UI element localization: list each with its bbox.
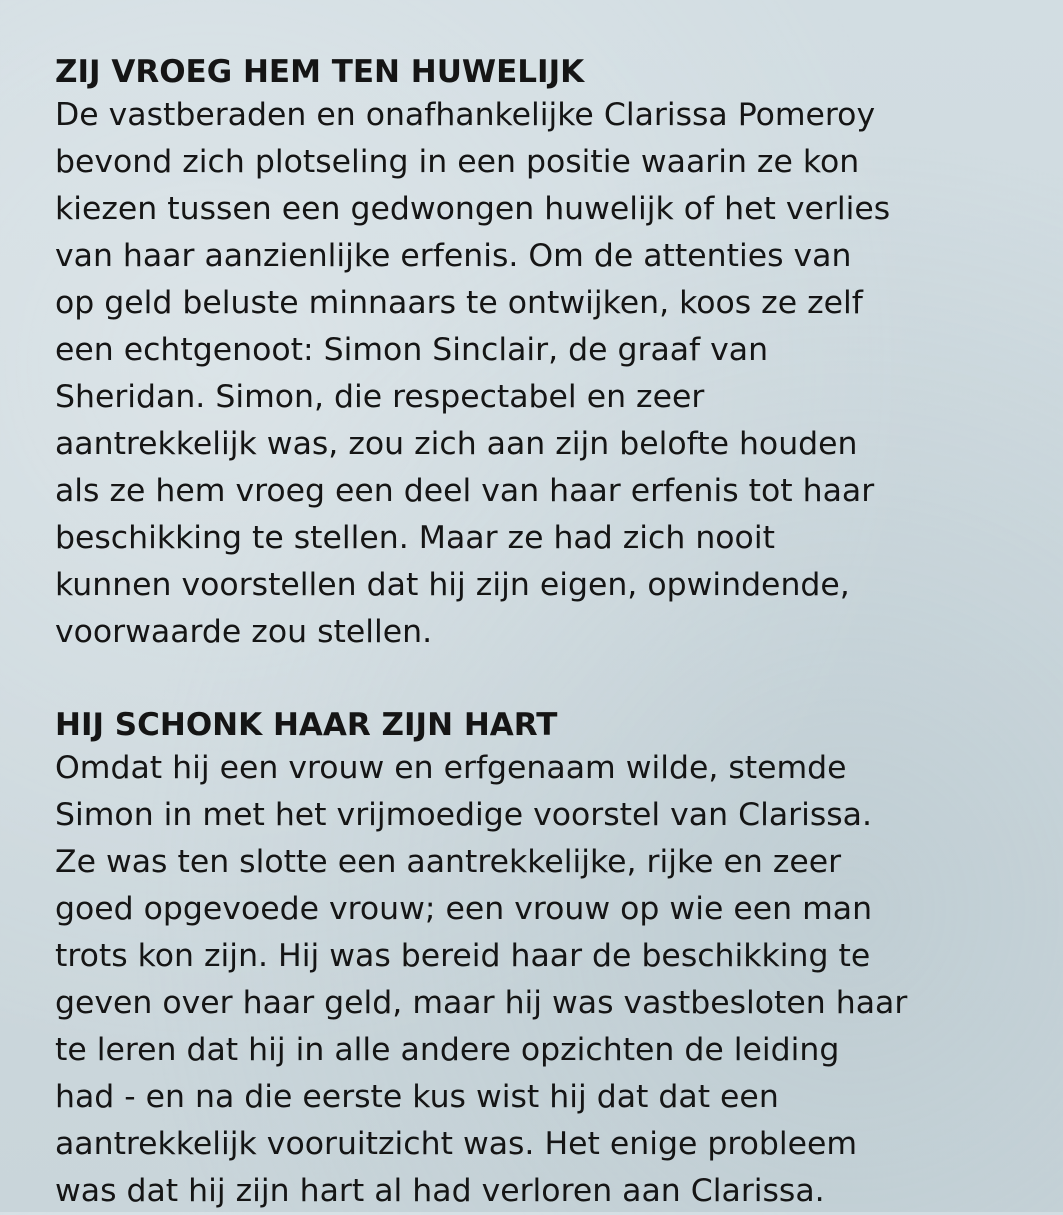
section-hij-schonk (55, 705, 1045, 1215)
paragraph-line: aantrekkelijk vooruitzicht was. Het enige probleem (55, 1126, 858, 1162)
section-1-heading: ZIJ VROEG HEM TEN HUWELIJK (55, 54, 585, 90)
paragraph-line: voorwaarde zou stellen. (55, 614, 433, 650)
paragraph-line: kunnen voorstellen dat hij zijn eigen, opwindende, (55, 567, 850, 603)
paragraph-line: bevond zich plotseling in een positie waarin ze kon (55, 144, 860, 180)
paragraph-line: Sheridan. Simon, die respectabel en zeer (55, 379, 705, 415)
section-1-paragraph (55, 92, 1045, 656)
paragraph-line: had - en na die eerste kus wist hij dat dat een (55, 1079, 779, 1115)
paragraph-line: te leren dat hij in alle andere opzichten de leiding (55, 1032, 840, 1068)
section-2-heading: HIJ SCHONK HAAR ZIJN HART (55, 707, 558, 743)
paragraph-line: trots kon zijn. Hij was bereid haar de beschikking te (55, 938, 871, 974)
paragraph-line: kiezen tussen een gedwongen huwelijk of het verlies (55, 191, 891, 227)
paragraph-line: op geld beluste minnaars te ontwijken, koos ze zelf (55, 285, 863, 321)
paragraph-line: beschikking te stellen. Maar ze had zich nooit (55, 520, 775, 556)
book-back-cover-text (55, 52, 1045, 1215)
section-2-paragraph (55, 745, 1045, 1215)
paragraph-line: een echtgenoot: Simon Sinclair, de graaf van (55, 332, 769, 368)
paragraph-line: aantrekkelijk was, zou zich aan zijn belofte houden (55, 426, 858, 462)
paragraph-line: van haar aanzienlijke erfenis. Om de attenties van (55, 238, 852, 274)
paragraph-line: geven over haar geld, maar hij was vastbesloten haar (55, 985, 908, 1021)
paragraph-line: De vastberaden en onafhankelijke Clarissa Pomeroy (55, 97, 876, 133)
paragraph-line: Ze was ten slotte een aantrekkelijke, rijke en zeer (55, 844, 842, 880)
paragraph-line: Omdat hij een vrouw en erfgenaam wilde, stemde (55, 750, 847, 786)
section-zij-vroeg (55, 52, 1045, 656)
paragraph-line: was dat hij zijn hart al had verloren aan Clarissa. (55, 1173, 825, 1209)
paragraph-line: Simon in met het vrijmoedige voorstel van Clarissa. (55, 797, 872, 833)
paragraph-line: als ze hem vroeg een deel van haar erfenis tot haar (55, 473, 875, 509)
paragraph-line: goed opgevoede vrouw; een vrouw op wie een man (55, 891, 873, 927)
